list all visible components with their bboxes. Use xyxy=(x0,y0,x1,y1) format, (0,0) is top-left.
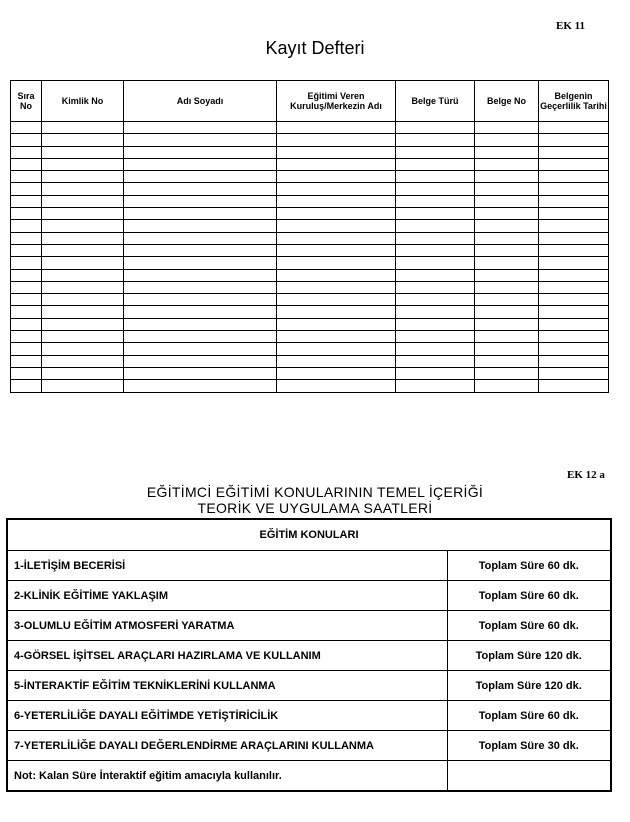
training-topics-table xyxy=(6,518,612,792)
registry-empty-cell xyxy=(475,244,539,256)
registry-empty-cell xyxy=(124,134,277,146)
registry-empty-cell xyxy=(396,146,475,158)
topic-duration: Toplam Süre 120 dk. xyxy=(447,641,611,671)
registry-empty-cell xyxy=(277,244,396,256)
registry-empty-row xyxy=(11,343,609,355)
registry-empty-cell xyxy=(475,343,539,355)
registry-empty-row xyxy=(11,331,609,343)
registry-empty-cell xyxy=(277,122,396,134)
registry-empty-row xyxy=(11,355,609,367)
registry-empty-cell xyxy=(396,281,475,293)
registry-empty-cell xyxy=(539,244,609,256)
registry-empty-cell xyxy=(11,220,42,232)
registry-empty-cell xyxy=(539,220,609,232)
registry-empty-row xyxy=(11,158,609,170)
registry-empty-cell xyxy=(396,380,475,392)
registry-empty-cell xyxy=(396,158,475,170)
registry-empty-cell xyxy=(42,208,124,220)
registry-empty-cell xyxy=(539,171,609,183)
registry-empty-cell xyxy=(124,318,277,330)
registry-empty-cell xyxy=(539,232,609,244)
registry-empty-cell xyxy=(42,294,124,306)
registry-empty-cell xyxy=(124,220,277,232)
registry-empty-cell xyxy=(11,269,42,281)
registry-empty-cell xyxy=(42,343,124,355)
registry-empty-cell xyxy=(124,208,277,220)
registry-empty-cell xyxy=(277,220,396,232)
column-header-gecerlilik-tarihi: Belgenin Geçerlilik Tarihi xyxy=(539,81,609,122)
registry-empty-cell xyxy=(475,367,539,379)
registry-empty-cell xyxy=(475,171,539,183)
registry-empty-cell xyxy=(42,183,124,195)
registry-empty-cell xyxy=(539,318,609,330)
registry-empty-cell xyxy=(42,380,124,392)
registry-empty-cell xyxy=(396,331,475,343)
registry-empty-cell xyxy=(475,331,539,343)
registry-empty-cell xyxy=(11,171,42,183)
registry-empty-cell xyxy=(42,146,124,158)
registry-empty-cell xyxy=(475,269,539,281)
registry-empty-cell xyxy=(11,294,42,306)
registry-empty-cell xyxy=(277,281,396,293)
registry-empty-cell xyxy=(475,281,539,293)
registry-empty-cell xyxy=(396,306,475,318)
column-header-belge-no: Belge No xyxy=(475,81,539,122)
registry-empty-cell xyxy=(11,208,42,220)
registry-empty-cell xyxy=(396,208,475,220)
training-title-line2: TEORİK VE UYGULAMA SAATLERİ xyxy=(197,500,433,516)
registry-empty-cell xyxy=(539,294,609,306)
topic-duration: Toplam Süre 60 dk. xyxy=(447,581,611,611)
registry-empty-row xyxy=(11,220,609,232)
topic-name: 7-YETERLİLİĞE DAYALI DEĞERLENDİRME ARAÇLARINI KULLANMA xyxy=(7,731,447,761)
registry-empty-cell xyxy=(539,122,609,134)
registry-empty-row xyxy=(11,244,609,256)
registry-empty-cell xyxy=(42,171,124,183)
registry-empty-cell xyxy=(539,195,609,207)
registry-table xyxy=(10,80,609,393)
registry-empty-cell xyxy=(539,380,609,392)
topic-duration: Toplam Süre 60 dk. xyxy=(447,611,611,641)
registry-empty-cell xyxy=(11,244,42,256)
topic-row xyxy=(7,671,611,701)
registry-empty-cell xyxy=(42,355,124,367)
registry-empty-cell xyxy=(42,232,124,244)
registry-empty-cell xyxy=(277,134,396,146)
registry-empty-cell xyxy=(475,318,539,330)
registry-empty-cell xyxy=(539,134,609,146)
registry-empty-cell xyxy=(42,122,124,134)
registry-empty-cell xyxy=(475,220,539,232)
registry-empty-cell xyxy=(277,367,396,379)
registry-empty-row xyxy=(11,146,609,158)
registry-empty-cell xyxy=(396,232,475,244)
registry-empty-row xyxy=(11,208,609,220)
registry-empty-cell xyxy=(124,122,277,134)
topics-header: EĞİTİM KONULARI xyxy=(7,519,611,551)
registry-empty-cell xyxy=(396,220,475,232)
annex-label-ek11: EK 11 xyxy=(556,20,586,32)
registry-empty-cell xyxy=(396,122,475,134)
registry-empty-cell xyxy=(396,134,475,146)
registry-empty-cell xyxy=(42,195,124,207)
registry-empty-row xyxy=(11,281,609,293)
topic-name: 6-YETERLİLİĞE DAYALI EĞİTİMDE YETİŞTİRİCİLİK xyxy=(7,701,447,731)
registry-empty-row xyxy=(11,318,609,330)
registry-empty-cell xyxy=(539,331,609,343)
registry-empty-cell xyxy=(475,306,539,318)
topic-name: 3-OLUMLU EĞİTİM ATMOSFERİ YARATMA xyxy=(7,611,447,641)
registry-empty-cell xyxy=(42,158,124,170)
annex-label-ek12a: EK 12 a xyxy=(567,469,605,481)
registry-empty-cell xyxy=(277,355,396,367)
registry-empty-cell xyxy=(277,318,396,330)
registry-empty-cell xyxy=(42,318,124,330)
registry-empty-cell xyxy=(277,343,396,355)
registry-empty-cell xyxy=(539,269,609,281)
registry-empty-row xyxy=(11,367,609,379)
registry-empty-cell xyxy=(124,183,277,195)
registry-empty-cell xyxy=(42,134,124,146)
registry-empty-cell xyxy=(277,158,396,170)
registry-empty-cell xyxy=(539,208,609,220)
note-row xyxy=(7,761,611,792)
topic-name: 2-KLİNİK EĞİTİME YAKLAŞIM xyxy=(7,581,447,611)
registry-empty-row xyxy=(11,294,609,306)
registry-header-row xyxy=(11,81,609,122)
registry-empty-cell xyxy=(277,171,396,183)
registry-empty-cell xyxy=(42,269,124,281)
registry-empty-cell xyxy=(124,232,277,244)
registry-empty-cell xyxy=(124,294,277,306)
registry-empty-cell xyxy=(396,171,475,183)
registry-empty-cell xyxy=(475,183,539,195)
registry-empty-cell xyxy=(396,318,475,330)
registry-empty-row xyxy=(11,171,609,183)
registry-empty-cell xyxy=(277,269,396,281)
column-header-belge-turu: Belge Türü xyxy=(396,81,475,122)
topic-duration: Toplam Süre 120 dk. xyxy=(447,671,611,701)
registry-empty-cell xyxy=(42,367,124,379)
registry-empty-cell xyxy=(11,134,42,146)
registry-empty-cell xyxy=(539,257,609,269)
registry-empty-cell xyxy=(11,122,42,134)
registry-empty-row xyxy=(11,380,609,392)
registry-empty-cell xyxy=(42,331,124,343)
registry-empty-cell xyxy=(475,208,539,220)
registry-empty-row xyxy=(11,269,609,281)
registry-empty-cell xyxy=(124,158,277,170)
registry-empty-cell xyxy=(539,146,609,158)
topic-name: 4-GÖRSEL İŞİTSEL ARAÇLARI HAZIRLAMA VE KULLANIM xyxy=(7,641,447,671)
topic-row xyxy=(7,611,611,641)
registry-empty-cell xyxy=(396,367,475,379)
registry-empty-cell xyxy=(277,380,396,392)
registry-empty-cell xyxy=(475,122,539,134)
topic-row xyxy=(7,551,611,581)
registry-empty-cell xyxy=(475,146,539,158)
registry-empty-cell xyxy=(539,281,609,293)
topic-row xyxy=(7,731,611,761)
registry-empty-cell xyxy=(124,146,277,158)
registry-empty-cell xyxy=(42,281,124,293)
registry-empty-cell xyxy=(11,367,42,379)
registry-empty-cell xyxy=(11,343,42,355)
registry-body xyxy=(11,122,609,393)
column-header-sira-no: Sıra No xyxy=(11,81,42,122)
registry-empty-cell xyxy=(11,331,42,343)
registry-empty-cell xyxy=(277,294,396,306)
registry-empty-cell xyxy=(124,195,277,207)
training-title-line1: EĞİTİMCİ EĞİTİMİ KONULARININ TEMEL İÇERİĞİ xyxy=(146,484,484,500)
topics-header-row xyxy=(7,519,611,551)
topic-duration: Toplam Süre 60 dk. xyxy=(447,551,611,581)
registry-empty-cell xyxy=(475,195,539,207)
registry-empty-cell xyxy=(475,355,539,367)
registry-empty-cell xyxy=(475,158,539,170)
registry-empty-cell xyxy=(277,146,396,158)
topic-name: 1-İLETİŞİM BECERİSİ xyxy=(7,551,447,581)
registry-empty-cell xyxy=(124,269,277,281)
registry-empty-row xyxy=(11,257,609,269)
registry-empty-cell xyxy=(124,281,277,293)
registry-empty-row xyxy=(11,183,609,195)
registry-empty-cell xyxy=(124,367,277,379)
registry-empty-cell xyxy=(475,380,539,392)
topic-row xyxy=(7,701,611,731)
registry-empty-cell xyxy=(475,257,539,269)
registry-empty-cell xyxy=(539,355,609,367)
column-header-kimlik-no: Kimlik No xyxy=(42,81,124,122)
registry-empty-cell xyxy=(124,331,277,343)
registry-empty-cell xyxy=(396,195,475,207)
registry-empty-cell xyxy=(277,195,396,207)
registry-empty-cell xyxy=(11,183,42,195)
registry-empty-cell xyxy=(124,343,277,355)
registry-empty-row xyxy=(11,306,609,318)
registry-empty-cell xyxy=(11,232,42,244)
registry-empty-cell xyxy=(11,355,42,367)
registry-empty-cell xyxy=(396,244,475,256)
registry-empty-cell xyxy=(42,306,124,318)
registry-empty-cell xyxy=(11,318,42,330)
registry-empty-cell xyxy=(124,306,277,318)
topic-duration: Toplam Süre 30 dk. xyxy=(447,731,611,761)
registry-empty-cell xyxy=(42,220,124,232)
note-text: Not: Kalan Süre İnteraktif eğitim amacıyla kullanılır. xyxy=(7,761,447,792)
registry-empty-cell xyxy=(396,355,475,367)
registry-empty-cell xyxy=(396,257,475,269)
registry-empty-cell xyxy=(124,355,277,367)
registry-empty-cell xyxy=(11,195,42,207)
registry-empty-cell xyxy=(11,146,42,158)
registry-empty-cell xyxy=(42,244,124,256)
registry-empty-cell xyxy=(475,294,539,306)
column-header-egitimi-veren: Eğitimi Veren Kuruluş/Merkezin Adı xyxy=(277,81,396,122)
topic-duration: Toplam Süre 60 dk. xyxy=(447,701,611,731)
registry-empty-cell xyxy=(11,281,42,293)
registry-empty-cell xyxy=(539,367,609,379)
registry-empty-cell xyxy=(539,158,609,170)
registry-empty-cell xyxy=(11,257,42,269)
registry-empty-cell xyxy=(475,232,539,244)
column-header-adi-soyadi: Adı Soyadı xyxy=(124,81,277,122)
note-empty-cell xyxy=(447,761,611,792)
registry-empty-cell xyxy=(396,269,475,281)
registry-empty-row xyxy=(11,134,609,146)
registry-empty-cell xyxy=(277,331,396,343)
registry-empty-cell xyxy=(539,343,609,355)
topic-name: 5-İNTERAKTİF EĞİTİM TEKNİKLERİNİ KULLANMA xyxy=(7,671,447,701)
registry-empty-cell xyxy=(475,134,539,146)
topic-row xyxy=(7,641,611,671)
registry-empty-cell xyxy=(277,183,396,195)
registry-empty-cell xyxy=(11,306,42,318)
registry-empty-cell xyxy=(539,183,609,195)
registry-empty-row xyxy=(11,122,609,134)
registry-empty-cell xyxy=(124,244,277,256)
registry-empty-cell xyxy=(42,257,124,269)
registry-empty-cell xyxy=(396,343,475,355)
registry-empty-cell xyxy=(396,183,475,195)
registry-empty-cell xyxy=(277,208,396,220)
registry-empty-cell xyxy=(11,158,42,170)
registry-empty-cell xyxy=(277,257,396,269)
registry-empty-row xyxy=(11,195,609,207)
registry-title: Kayıt Defteri xyxy=(265,38,365,58)
registry-empty-cell xyxy=(124,171,277,183)
registry-empty-cell xyxy=(277,306,396,318)
training-title xyxy=(0,484,630,516)
registry-empty-cell xyxy=(396,294,475,306)
topic-row xyxy=(7,581,611,611)
registry-empty-cell xyxy=(277,232,396,244)
registry-empty-cell xyxy=(124,257,277,269)
registry-empty-cell xyxy=(539,306,609,318)
registry-empty-cell xyxy=(11,380,42,392)
registry-empty-row xyxy=(11,232,609,244)
registry-empty-cell xyxy=(124,380,277,392)
